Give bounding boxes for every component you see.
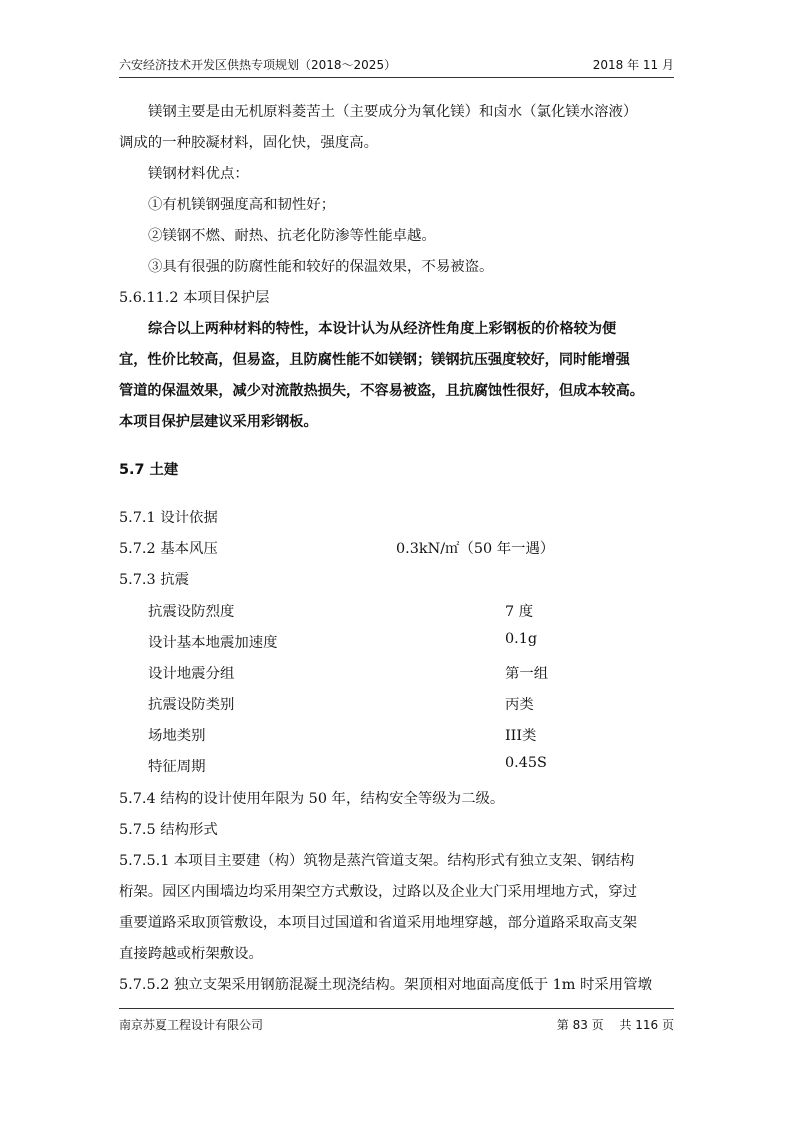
list-item: ②镁钢不燃、耐热、抗老化防渗等性能卓越。 bbox=[148, 228, 436, 244]
seismic-label: 抗震设防烈度 bbox=[148, 604, 235, 620]
bold-paragraph-line: 综合以上两种材料的特性，本设计认为从经济性角度上彩钢板的价格较为便 bbox=[148, 321, 617, 337]
seismic-value: 0.45S bbox=[505, 755, 547, 771]
paragraph-line: 重要道路采取顶管敷设，本项目过国道和省道采用地埋穿越，部分道路采取高支架 bbox=[119, 915, 638, 931]
seismic-value: 7 度 bbox=[505, 604, 534, 620]
bold-paragraph-line: 宜，性价比较高，但易盗，且防腐性能不如镁钢；镁钢抗压强度较好，同时能增强 bbox=[119, 352, 630, 368]
page-header bbox=[119, 54, 674, 76]
paragraph-line: 调成的一种胶凝材料，固化快，强度高。 bbox=[119, 135, 379, 151]
seismic-value: 丙类 bbox=[505, 697, 534, 713]
seismic-label: 设计基本地震加速度 bbox=[148, 635, 278, 651]
subsection-heading: 5.7.3 抗震 bbox=[119, 572, 189, 588]
seismic-value: 0.1g bbox=[505, 631, 538, 647]
section-heading: 5.7 土建 bbox=[119, 462, 179, 478]
subsection-heading: 5.7.1 设计依据 bbox=[119, 510, 218, 526]
subsection-heading: 5.7.4 结构的设计使用年限为 50 年，结构安全等级为二级。 bbox=[119, 791, 505, 807]
paragraph-line: 镁钢主要是由无机原料菱苦土（主要成分为氧化镁）和卤水（氯化镁水溶液） bbox=[148, 104, 638, 120]
paragraph-line: 桁架。园区内围墙边均采用架空方式敷设，过路以及企业大门采用埋地方式，穿过 bbox=[119, 884, 638, 900]
footer-company: 南京苏夏工程设计有限公司 bbox=[119, 1018, 264, 1032]
list-item: ①有机镁钢强度高和韧性好； bbox=[148, 197, 336, 213]
seismic-label: 场地类别 bbox=[148, 728, 206, 744]
subsection-heading: 5.7.2 基本风压 bbox=[119, 541, 218, 557]
seismic-value: 第一组 bbox=[505, 666, 549, 682]
subsection-heading: 5.6.11.2 本项目保护层 bbox=[119, 290, 270, 306]
paragraph-line: 5.7.5.2 独立支架采用钢筋混凝土现浇结构。架顶相对地面高度低于 1m 时采用管墩 bbox=[119, 977, 652, 993]
seismic-value: III类 bbox=[505, 728, 537, 744]
bold-paragraph-line: 本项目保护层建议采用彩钢板。 bbox=[119, 414, 318, 430]
seismic-label: 设计地震分组 bbox=[148, 666, 235, 682]
footer-rule bbox=[119, 1008, 674, 1009]
paragraph-line: 镁钢材料优点： bbox=[148, 166, 249, 182]
wind-pressure-value: 0.3kN/㎡（50 年一遇） bbox=[396, 541, 555, 557]
bold-paragraph-line: 管道的保温效果，减少对流散热损失，不容易被盗，且抗腐蚀性很好，但成本较高。 bbox=[119, 383, 644, 399]
subsection-heading: 5.7.5 结构形式 bbox=[119, 822, 218, 838]
page-number: 第 83 页 共 116 页 bbox=[556, 1018, 674, 1032]
paragraph-line: 5.7.5.1 本项目主要建（构）筑物是蒸汽管道支架。结构形式有独立支架、钢结构 bbox=[119, 853, 635, 869]
seismic-label: 特征周期 bbox=[148, 759, 206, 775]
header-rule bbox=[119, 77, 674, 78]
header-title: 六安经济技术开发区供热专项规划（2018～2025） bbox=[119, 58, 397, 72]
paragraph-line: 直接跨越或桁架敷设。 bbox=[119, 946, 263, 962]
header-date: 2018 年 11 月 bbox=[592, 58, 674, 72]
list-item: ③具有很强的防腐性能和较好的保温效果，不易被盗。 bbox=[148, 259, 494, 275]
seismic-label: 抗震设防类别 bbox=[148, 697, 235, 713]
page-footer bbox=[119, 1016, 674, 1036]
